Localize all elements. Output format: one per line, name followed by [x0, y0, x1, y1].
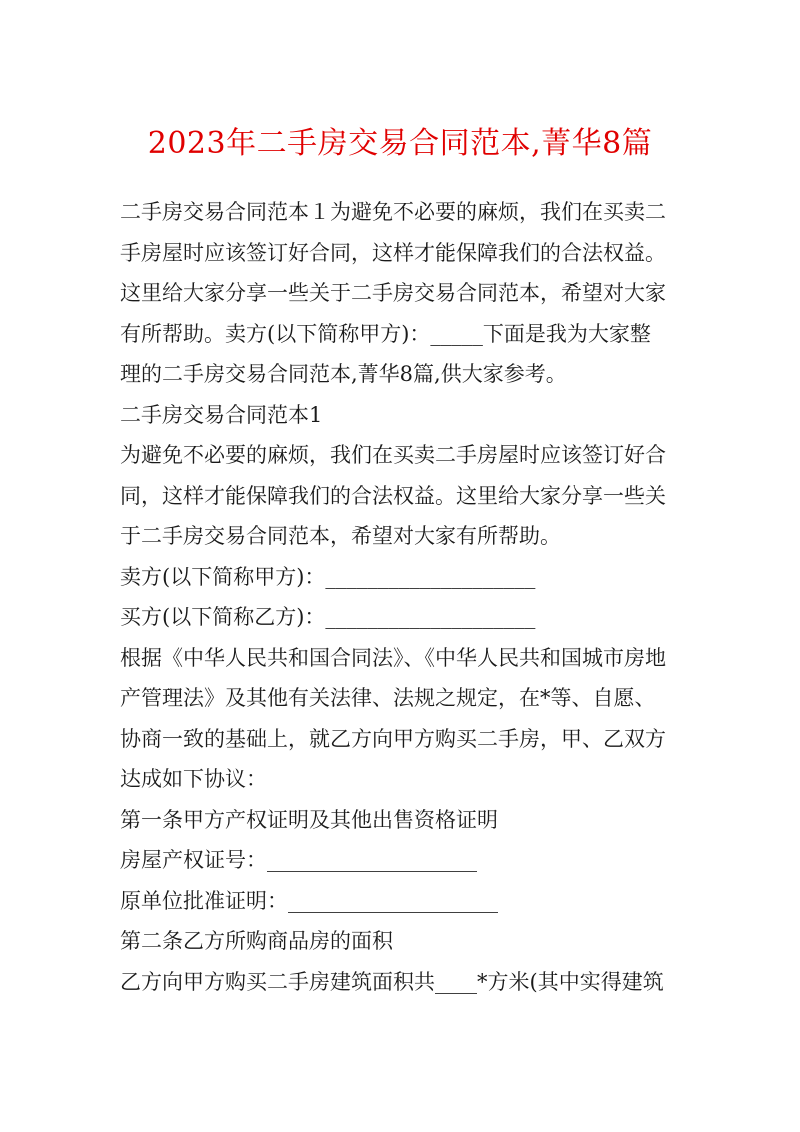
property-cert-field: 房屋产权证号：____________________: [120, 848, 477, 872]
body-line: 为避免不必要的麻烦，我们在买卖二手房屋时应该签订好合: [120, 443, 666, 467]
body-line: 产管理法》及其他有关法律、法规之规定，在*等、自愿、: [120, 686, 656, 710]
body-line: 于二手房交易合同范本，希望对大家有所帮助。: [120, 524, 561, 548]
body-line: 理的二手房交易合同范本,菁华8篇,供大家参考。: [120, 362, 567, 386]
body-line: 根据《中华人民共和国合同法》、《中华人民共和国城市房地: [120, 645, 666, 670]
article-heading: 第二条乙方所购商品房的面积: [120, 929, 393, 953]
document-title: 2023年二手房交易合同范本,菁华8篇: [147, 126, 653, 161]
body-line: 乙方向甲方购买二手房建筑面积共____*方米(其中实得建筑: [120, 969, 664, 994]
document-body: [120, 192, 685, 1002]
body-line: 同，这样才能保障我们的合法权益。这里给大家分享一些关: [120, 483, 666, 508]
approval-cert-field: 原单位批准证明：____________________: [120, 888, 498, 913]
body-line: 达成如下协议：: [120, 767, 267, 791]
body-line: 这里给大家分享一些关于二手房交易合同范本，希望对大家: [120, 281, 666, 305]
body-line: 协商一致的基础上，就乙方向甲方购买二手房，甲、乙双方: [120, 726, 666, 751]
seller-field: 卖方(以下简称甲方)：____________________: [120, 564, 536, 589]
section-heading: 二手房交易合同范本1: [120, 402, 323, 427]
article-heading: 第一条甲方产权证明及其他出售资格证明: [120, 807, 498, 832]
buyer-field: 买方(以下简称乙方)：____________________: [120, 605, 536, 629]
body-line: 手房屋时应该签订好合同，这样才能保障我们的合法权益。: [120, 240, 666, 265]
body-line: 有所帮助。卖方(以下简称甲方)：_____下面是我为大家整: [120, 321, 651, 346]
body-line: 二手房交易合同范本１为避免不必要的麻烦，我们在买卖二: [120, 200, 666, 224]
